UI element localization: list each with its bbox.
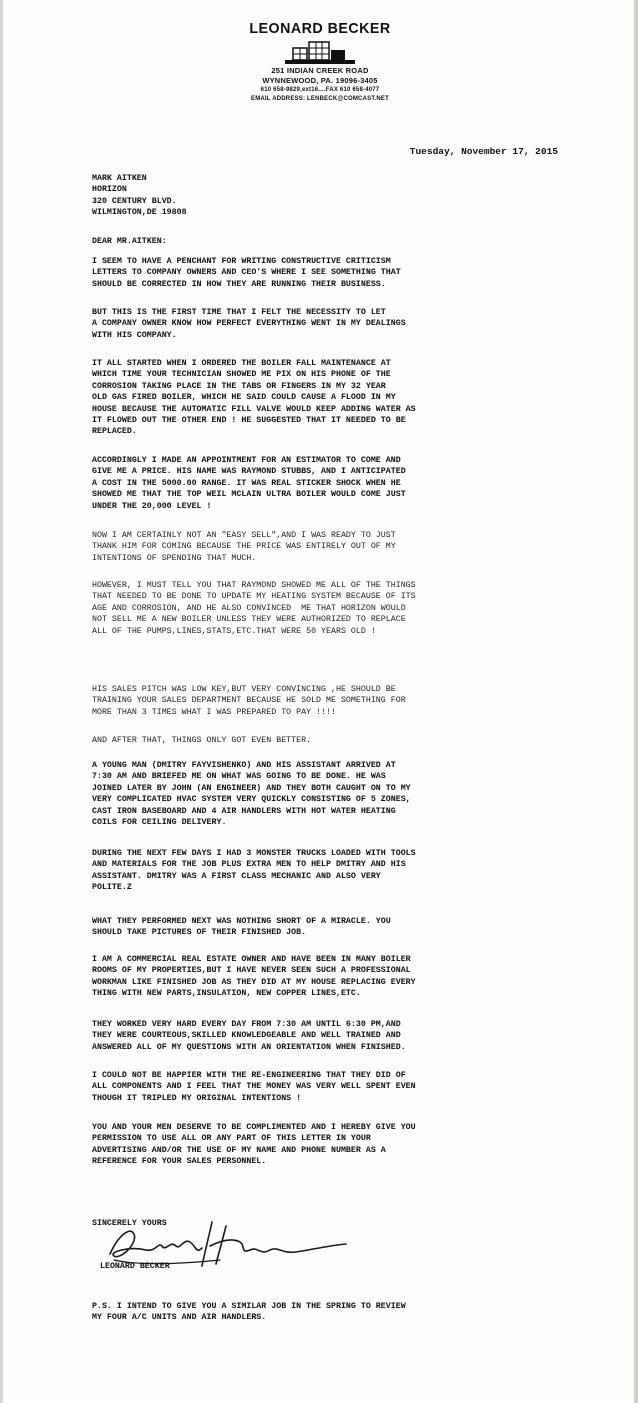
paragraph-6 bbox=[92, 580, 558, 637]
text-line: A COST IN THE 5000.00 RANGE. IT WAS REAL STICKER SHOCK WHEN HE bbox=[92, 478, 401, 488]
text-line: MY FOUR A/C UNITS AND AIR HANDLERS. bbox=[92, 1313, 267, 1323]
text-line: UNDER THE 20,000 LEVEL ! bbox=[92, 501, 212, 511]
paragraph-4 bbox=[92, 455, 558, 512]
text-line: SHOULD TAKE PICTURES OF THEIR FINISHED JOB. bbox=[92, 928, 307, 938]
recipient-address bbox=[92, 173, 392, 219]
paragraph-3 bbox=[92, 358, 558, 438]
text-line: ANSWERED ALL OF MY QUESTIONS WITH AN ORIENTATION WHEN FINISHED. bbox=[92, 1042, 406, 1052]
text-line: CAST IRON BASEBOARD AND 4 AIR HANDLERS WITH HOT WATER HEATING bbox=[92, 806, 396, 816]
text-line: THEY WERE COURTEOUS,SKILLED KNOWLEDGEABLE AND WELL TRAINED AND bbox=[92, 1031, 401, 1041]
text-line: WHICH TIME YOUR TECHNICIAN SHOWED ME PIX ON HIS PHONE OF THE bbox=[92, 370, 391, 380]
letterhead-phone: 610 658-9829,ext16....FAX 610 658-4077 bbox=[260, 87, 380, 93]
paragraph-11 bbox=[92, 916, 558, 939]
text-line: GIVE ME A PRICE. HIS NAME WAS RAYMOND STUBBS, AND I ANTICIPATED bbox=[92, 467, 406, 477]
text-line: HIS SALES PITCH WAS LOW KEY,BUT VERY CONVINCING ,HE SHOULD BE bbox=[92, 685, 396, 694]
text-line: AGE AND CORROSION, AND HE ALSO CONVINCED ME THAT HORIZON WOULD bbox=[92, 603, 406, 613]
letterhead bbox=[150, 20, 490, 104]
text-line: P.S. I INTEND TO GIVE YOU A SIMILAR JOB IN THE SPRING TO REVIEW bbox=[92, 1302, 406, 1311]
text-line: VERY COMPLICATED HVAC SYSTEM VERY QUICKLY CONSISTING OF 5 ZONES, bbox=[92, 795, 411, 805]
paragraph-9 bbox=[92, 760, 558, 828]
text-line: INTENTIONS OF SPENDING THAT MUCH. bbox=[92, 553, 257, 563]
page-edge-left bbox=[0, 0, 3, 1403]
text-line: DURING THE NEXT FEW DAYS I HAD 3 MONSTER TRUCKS LOADED WITH TOOLS bbox=[92, 849, 416, 858]
paragraph-8 bbox=[92, 735, 558, 746]
text-line: THEY WORKED VERY HARD EVERY DAY FROM 7:30 AM UNTIL 6:30 PM,AND bbox=[92, 1020, 401, 1029]
text-line: MORE THAN 3 TIMES WHAT I WAS PREPARED TO PAY !!!! bbox=[92, 707, 336, 717]
text-line: A COMPANY OWNER KNOW HOW PERFECT EVERYTHING WENT IN MY DEALINGS bbox=[92, 319, 406, 329]
text-line: JOINED LATER BY JOHN (AN ENGINEER) AND THEY BOTH CAUGHT ON TO MY bbox=[92, 783, 411, 793]
text-line: NOW I AM CERTAINLY NOT AN "EASY SELL",AND I WAS READY TO JUST bbox=[92, 531, 396, 540]
text-line: HOUSE BECAUSE THE AUTOMATIC FILL VALVE WOULD KEEP ADDING WATER AS bbox=[92, 404, 416, 414]
text-line: TRAINING YOUR SALES DEPARTMENT BECAUSE HE SOLD ME SOMETHING FOR bbox=[92, 696, 406, 706]
text-line: NOT SELL ME A NEW BOILER UNLESS THEY WERE AUTHORIZED TO REPLACE bbox=[92, 615, 406, 625]
postscript bbox=[92, 1301, 558, 1324]
letterhead-name: LEONARD BECKER bbox=[249, 20, 391, 37]
text-line: ASSISTANT. DMITRY WAS A FIRST CLASS MECHANIC AND ALSO VERY bbox=[92, 871, 381, 881]
text-line: REFERENCE FOR YOUR SALES PERSONNEL. bbox=[92, 1157, 267, 1167]
text-line: SHOWED ME THAT THE TOP WEIL MCLAIN ULTRA BOILER WOULD COME JUST bbox=[92, 490, 406, 500]
text-line: REPLACED. bbox=[92, 427, 137, 437]
letterhead-city: WYNNEWOOD, PA. 19096-3405 bbox=[262, 76, 378, 85]
text-line: ACCORDINGLY I MADE AN APPOINTMENT FOR AN ESTIMATOR TO COME AND bbox=[92, 456, 401, 465]
text-line: I SEEM TO HAVE A PENCHANT FOR WRITING CONSTRUCTIVE CRITICISM bbox=[92, 257, 391, 266]
recipient-line: WILMINGTON,DE 19808 bbox=[92, 208, 187, 218]
text-line: I AM A COMMERCIAL REAL ESTATE OWNER AND HAVE BEEN IN MANY BOILER bbox=[92, 955, 411, 964]
text-line: THAT NEEDED TO BE DONE TO UPDATE MY HEATING SYSTEM BECAUSE OF ITS bbox=[92, 592, 416, 602]
text-line: AND AFTER THAT, THINGS ONLY GOT EVEN BETTER. bbox=[92, 736, 312, 745]
paragraph-14 bbox=[92, 1070, 558, 1104]
paragraph-10 bbox=[92, 848, 558, 894]
text-line: SHOULD BE CORRECTED IN HOW THEY ARE RUNNING THEIR BUSINESS. bbox=[92, 279, 386, 289]
salutation: DEAR MR.AITKEN: bbox=[92, 237, 167, 246]
text-line: LETTERS TO COMPANY OWNERS AND CEO'S WHERE I SEE SOMETHING THAT bbox=[92, 268, 401, 278]
text-line: WITH HIS COMPANY. bbox=[92, 330, 177, 340]
text-line: POLITE.Z bbox=[92, 883, 132, 893]
recipient-line: MARK AITKEN bbox=[92, 174, 147, 183]
text-line: 7:30 AM AND BRIEFED ME ON WHAT WAS GOING TO BE DONE. HE WAS bbox=[92, 772, 386, 782]
letter-date: Tuesday, November 17, 2015 bbox=[409, 146, 558, 157]
text-line: A YOUNG MAN (DMITRY FAYVISHENKO) AND HIS ASSISTANT ARRIVED AT bbox=[92, 761, 396, 770]
text-line: ADVERTISING AND/OR THE USE OF MY NAME AND PHONE NUMBER AS A bbox=[92, 1145, 386, 1155]
text-line: WORKMAN LIKE FINISHED JOB AS THEY DID AT MY HOUSE REPLACING EVERY bbox=[92, 977, 416, 987]
text-line: THING WITH NEW PARTS,INSULATION, NEW COPPER LINES,ETC. bbox=[92, 989, 361, 999]
paragraph-13 bbox=[92, 1019, 558, 1053]
text-line: ALL OF THE PUMPS,LINES,STATS,ETC.THAT WERE 50 YEARS OLD ! bbox=[92, 626, 376, 636]
page-edge-right bbox=[634, 0, 638, 1403]
recipient-line: HORIZON bbox=[92, 185, 127, 195]
text-line: HOWEVER, I MUST TELL YOU THAT RAYMOND SHOWED ME ALL OF THE THINGS bbox=[92, 581, 416, 590]
building-logo-icon bbox=[285, 40, 355, 66]
letterhead-street: 251 INDIAN CREEK ROAD bbox=[271, 66, 369, 75]
paragraph-12 bbox=[92, 954, 558, 1000]
text-line: CORROSION TAKING PLACE IN THE TABS OR FINGERS IN MY 32 YEAR bbox=[92, 381, 386, 391]
text-line: YOU AND YOUR MEN DESERVE TO BE COMPLIMENTED AND I HEREBY GIVE YOU bbox=[92, 1123, 416, 1132]
text-line: THANK HIM FOR COMING BECAUSE THE PRICE WAS ENTIRELY OUT OF MY bbox=[92, 542, 396, 552]
text-line: BUT THIS IS THE FIRST TIME THAT I FELT THE NECESSITY TO LET bbox=[92, 308, 386, 317]
signer-name: LEONARD BECKER bbox=[100, 1262, 170, 1271]
text-line: COILS FOR CEILING DELIVERY. bbox=[92, 818, 227, 828]
paragraph-2 bbox=[92, 307, 558, 341]
text-line: I COULD NOT BE HAPPIER WITH THE RE-ENGINEERING THAT THEY DID OF bbox=[92, 1071, 406, 1080]
recipient-line: 320 CENTURY BLVD. bbox=[92, 196, 177, 206]
text-line: PERMISSION TO USE ALL OR ANY PART OF THIS LETTER IN YOUR bbox=[92, 1134, 371, 1144]
paragraph-15 bbox=[92, 1122, 558, 1168]
text-line: WHAT THEY PERFORMED NEXT WAS NOTHING SHORT OF A MIRACLE. YOU bbox=[92, 917, 391, 926]
text-line: ROOMS OF MY PROPERTIES,BUT I HAVE NEVER SEEN SUCH A PROFESSIONAL bbox=[92, 966, 411, 976]
text-line: IT FLOWED OUT THE OTHER END ! HE SUGGESTED THAT IT NEEDED TO BE bbox=[92, 416, 406, 426]
text-line: IT ALL STARTED WHEN I ORDERED THE BOILER FALL MAINTENANCE AT bbox=[92, 359, 391, 368]
letterhead-email: EMAIL ADDRESS: LENBECK@COMCAST.NET bbox=[251, 96, 389, 102]
text-line: THOUGH IT TRIPLED MY ORIGINAL INTENTIONS ! bbox=[92, 1093, 302, 1103]
text-line: OLD GAS FIRED BOILER, WHICH HE SAID COULD CAUSE A FLOOD IN MY bbox=[92, 393, 396, 403]
paragraph-5 bbox=[92, 530, 558, 564]
paragraph-1 bbox=[92, 256, 558, 290]
text-line: ALL COMPONENTS AND I FEEL THAT THE MONEY WAS VERY WELL SPENT EVEN bbox=[92, 1082, 416, 1092]
text-line: AND MATERIALS FOR THE JOB PLUS EXTRA MEN TO HELP DMITRY AND HIS bbox=[92, 860, 406, 870]
closing: SINCERELY YOURS bbox=[92, 1219, 167, 1228]
paragraph-7 bbox=[92, 684, 558, 718]
